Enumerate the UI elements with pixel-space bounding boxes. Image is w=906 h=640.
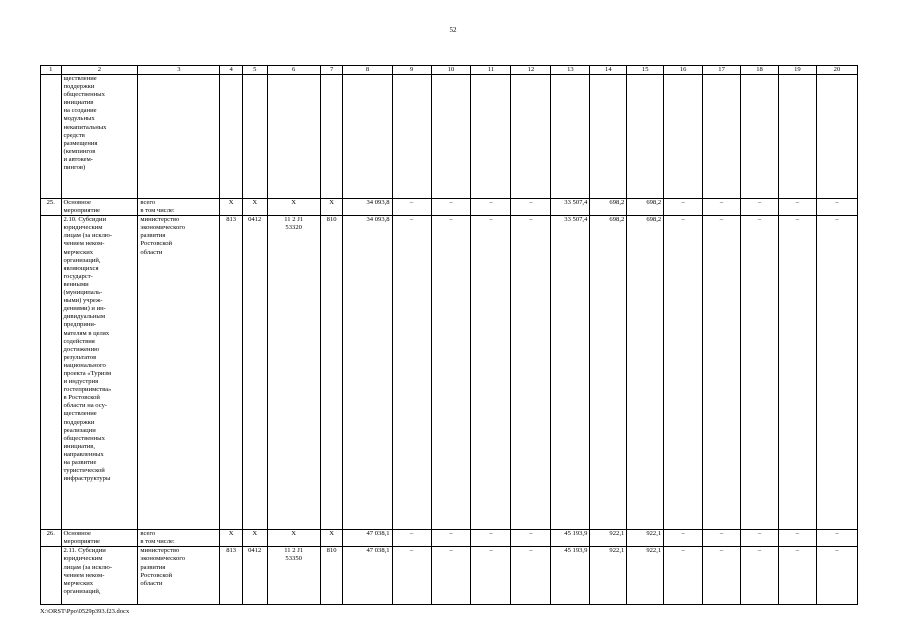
table-cell: ществление поддержки общественных инициатив на создание модульных некапитальных средств размещения (кемпингов и автокем- пингов) <box>61 75 138 199</box>
column-header: 7 <box>320 66 343 75</box>
table-cell <box>590 75 627 199</box>
column-header: 16 <box>664 66 703 75</box>
table-cell: 698,2 <box>590 216 627 530</box>
table-cell: – <box>778 530 816 547</box>
table-cell: – <box>816 547 857 605</box>
column-header: 12 <box>511 66 551 75</box>
column-header: 5 <box>242 66 267 75</box>
table-cell <box>664 75 703 199</box>
table-cell: Х <box>267 199 320 216</box>
table-cell <box>741 75 779 199</box>
table-cell: – <box>741 547 779 605</box>
table-cell: 0412 <box>242 547 267 605</box>
table-cell: 47 038,1 <box>343 547 392 605</box>
table-cell: – <box>431 216 471 530</box>
table-cell: – <box>392 216 431 530</box>
table-cell: Х <box>267 530 320 547</box>
page-number: 52 <box>449 26 457 34</box>
table-cell: Основное мероприятие <box>61 199 138 216</box>
table-cell: – <box>778 547 816 605</box>
column-header: 18 <box>741 66 779 75</box>
table-cell: – <box>703 547 741 605</box>
table-cell: Х <box>242 530 267 547</box>
column-header: 1 <box>41 66 62 75</box>
table-cell: 2.10. Субсидии юридическим лицам (за исклю- чением неком- мерческих организаций, являющихся государст- венными (муниципаль- ными) учреж- дениями) и ин- дивидуальным предприни- мателям в целях содействия достижению результатов национального проекта «Туризм и индустрия гостеприимства» в Ростовской области на осу- ществление поддержки реализации общественных инициатив, направленных на развитие туристической инфраструктуры <box>61 216 138 530</box>
table-cell: – <box>741 530 779 547</box>
column-header: 13 <box>551 66 590 75</box>
table-cell: 2.11. Субсидии юридическим лицам (за исклю- чением неком- мерческих организаций, <box>61 547 138 605</box>
table-cell: – <box>392 547 431 605</box>
table-cell: – <box>471 530 511 547</box>
table-cell <box>816 75 857 199</box>
table-cell: – <box>703 530 741 547</box>
column-header: 14 <box>590 66 627 75</box>
table-cell: 33 507,4 <box>551 216 590 530</box>
column-header: 11 <box>471 66 511 75</box>
table-cell: – <box>511 547 551 605</box>
table-cell: – <box>431 530 471 547</box>
table-cell <box>431 75 471 199</box>
table-cell: министерство экономического развития Ростовской области <box>138 216 220 530</box>
column-header: 20 <box>816 66 857 75</box>
budget-table <box>40 65 858 605</box>
table-cell: 698,2 <box>627 199 664 216</box>
table-cell: 33 507,4 <box>551 199 590 216</box>
table-row <box>41 547 858 605</box>
table-cell <box>551 75 590 199</box>
table-cell: – <box>431 199 471 216</box>
column-header: 4 <box>220 66 243 75</box>
table-cell: 0412 <box>242 216 267 530</box>
column-header: 9 <box>392 66 431 75</box>
table-cell: Х <box>320 530 343 547</box>
table-cell: 11 2 J1 53350 <box>267 547 320 605</box>
table-cell <box>138 75 220 199</box>
table-cell: всего в том числе: <box>138 199 220 216</box>
table-cell: Х <box>242 199 267 216</box>
table-cell: – <box>392 530 431 547</box>
table-row <box>41 216 858 530</box>
table-cell: 45 193,9 <box>551 530 590 547</box>
table-cell <box>41 547 62 605</box>
table-cell <box>392 75 431 199</box>
column-header: 15 <box>627 66 664 75</box>
column-header: 19 <box>778 66 816 75</box>
table-cell: 922,1 <box>627 530 664 547</box>
table-cell: 698,2 <box>627 216 664 530</box>
table-cell: – <box>741 216 779 530</box>
table-cell: – <box>778 216 816 530</box>
column-header: 8 <box>343 66 392 75</box>
column-header: 10 <box>431 66 471 75</box>
table-cell: 813 <box>220 547 243 605</box>
table-cell: – <box>664 547 703 605</box>
table-cell <box>343 75 392 199</box>
table-cell: 810 <box>320 547 343 605</box>
table-cell: 45 193,9 <box>551 547 590 605</box>
column-header: 3 <box>138 66 220 75</box>
table-cell: 26. <box>41 530 62 547</box>
table-cell: – <box>816 199 857 216</box>
table-cell: – <box>778 199 816 216</box>
table-cell <box>778 75 816 199</box>
table-cell: – <box>816 216 857 530</box>
table-cell: всего в том числе: <box>138 530 220 547</box>
table-cell: 813 <box>220 216 243 530</box>
table-cell <box>242 75 267 199</box>
table-cell: 47 038,1 <box>343 530 392 547</box>
table-cell: – <box>471 199 511 216</box>
table-cell: – <box>511 199 551 216</box>
table-cell <box>267 75 320 199</box>
table-cell: – <box>741 199 779 216</box>
table-cell: – <box>664 216 703 530</box>
table-cell: Х <box>220 530 243 547</box>
table-cell: министерство экономического развития Ростовской области <box>138 547 220 605</box>
table-cell: 25. <box>41 199 62 216</box>
table-cell: 922,1 <box>590 530 627 547</box>
table-cell: – <box>703 199 741 216</box>
table-cell: – <box>431 547 471 605</box>
table-cell: – <box>392 199 431 216</box>
table-cell <box>41 75 62 199</box>
table-cell <box>41 216 62 530</box>
table-cell: – <box>471 547 511 605</box>
table-cell: – <box>703 216 741 530</box>
table-cell: 11 2 J1 53320 <box>267 216 320 530</box>
table-cell <box>320 75 343 199</box>
table-row <box>41 75 858 199</box>
table-cell: 922,1 <box>590 547 627 605</box>
table-cell <box>627 75 664 199</box>
table-cell: Основное мероприятие <box>61 530 138 547</box>
table-cell: 810 <box>320 216 343 530</box>
header-row <box>41 66 858 75</box>
table-cell: – <box>664 199 703 216</box>
table-row <box>41 199 858 216</box>
table-cell <box>220 75 243 199</box>
table-cell: Х <box>320 199 343 216</box>
column-header: 17 <box>703 66 741 75</box>
column-header: 2 <box>61 66 138 75</box>
table-cell: 922,1 <box>627 547 664 605</box>
column-header: 6 <box>267 66 320 75</box>
table-cell: – <box>664 530 703 547</box>
table-cell: – <box>816 530 857 547</box>
table-cell <box>511 75 551 199</box>
table-cell: 34 093,8 <box>343 199 392 216</box>
table-cell: – <box>511 530 551 547</box>
table-row <box>41 530 858 547</box>
table-cell: 698,2 <box>590 199 627 216</box>
table-cell: – <box>511 216 551 530</box>
table-cell: – <box>471 216 511 530</box>
table-cell <box>703 75 741 199</box>
file-path-footer: X:\ORST\Ppo\0529p393.f23.docx <box>40 608 130 615</box>
table-cell: Х <box>220 199 243 216</box>
table-cell <box>471 75 511 199</box>
table-cell: 34 093,8 <box>343 216 392 530</box>
